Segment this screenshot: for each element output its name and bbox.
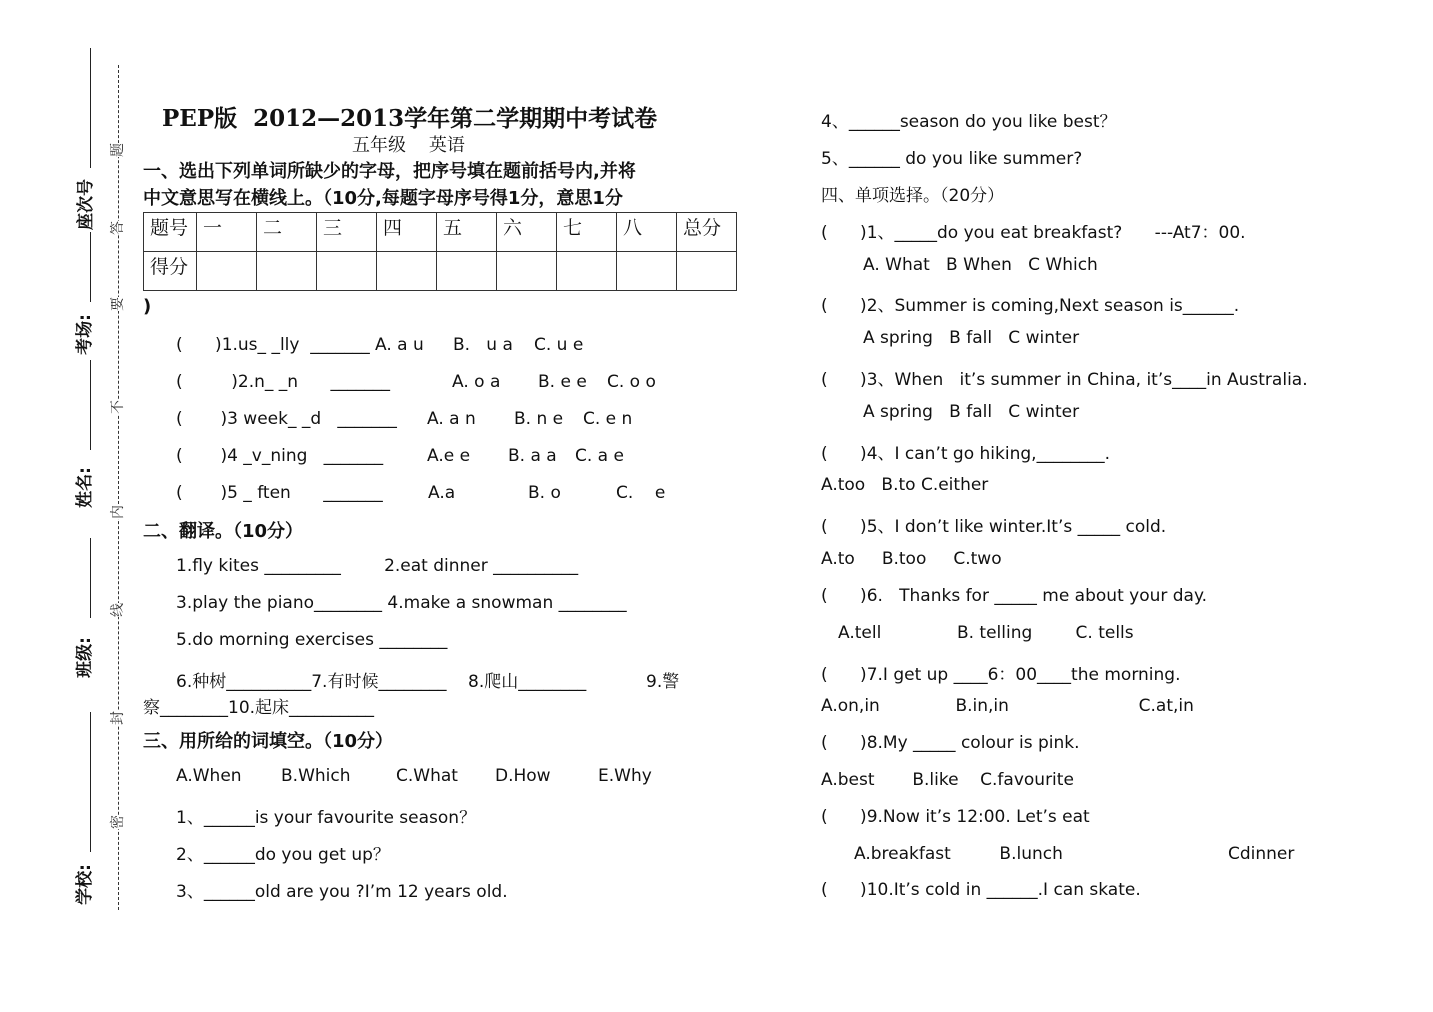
s1-question-2: ( )2.n_ _n _______	[176, 372, 390, 392]
score-input-cell[interactable]	[377, 252, 437, 291]
s2-line-5: 察________10.起床__________	[143, 698, 375, 718]
margin-solid-line	[90, 712, 91, 852]
s1-option-b: B. n e	[514, 409, 564, 429]
margin-char: 线	[105, 603, 129, 617]
score-cell: 题号	[144, 213, 197, 252]
s1-question-4: ( )4 _v_ning _______	[176, 446, 384, 466]
score-table-header-row	[144, 213, 737, 252]
score-cell: 六	[497, 213, 557, 252]
page-subtitle: 五年级 英语	[352, 135, 465, 156]
s1-option-a: A. o a	[452, 372, 501, 392]
s4-answers-7: A.on,in B.in,in C.at,in	[821, 696, 1194, 716]
s1-option-b: B. e e	[538, 372, 587, 392]
s4-question-8: ( )8.My _____ colour is pink.	[821, 733, 1080, 753]
score-row-label: 得分	[144, 252, 197, 291]
s4-question-9: ( )9.Now it’s 12:00. Let’s eat	[821, 807, 1090, 827]
s4-question-2: ( )2、Summer is coming,Next season is______.	[821, 296, 1240, 316]
margin-char: 密	[105, 815, 129, 829]
s1-option-a: A.a	[428, 483, 456, 503]
s1-option-c: C. u e	[534, 335, 584, 355]
s3-word-option: A.When	[176, 766, 242, 786]
margin-char: 要	[105, 297, 129, 311]
margin-dashed-line	[118, 65, 119, 910]
s1-question-3: ( )3 week_ _d _______	[176, 409, 397, 429]
s4-question-10: ( )10.It’s cold in ______.I can skate.	[821, 880, 1141, 900]
page-title: PEP版 2012—2013学年第二学期期中考试卷	[162, 105, 658, 132]
margin-label-class: 班级:	[74, 637, 95, 678]
score-input-cell[interactable]	[497, 252, 557, 291]
score-cell: 四	[377, 213, 437, 252]
section2-heading: 二、翻译。（10分）	[143, 521, 304, 542]
margin-label-school: 学校:	[74, 864, 95, 905]
s1-option-b: B. u a	[453, 335, 513, 355]
section3-heading: 三、用所给的词填空。（10分）	[143, 731, 394, 752]
s4-question-7: ( )7.I get up ____6：00____the morning.	[821, 665, 1181, 685]
margin-char: 内	[105, 505, 129, 519]
s2-line-3: 5.do morning exercises ________	[176, 630, 448, 650]
score-table	[143, 212, 737, 291]
s2-line-4-right: 9.警	[646, 672, 680, 692]
section4-heading: 四、单项选择。（20分）	[821, 186, 1005, 206]
s1-option-b: B. o	[528, 483, 561, 503]
s4-answers-2: A spring B fall C winter	[863, 328, 1080, 348]
s1-option-a: A. a u	[375, 335, 424, 355]
s2-line-1: 1.fly kites _________ 2.eat dinner __________	[176, 556, 579, 576]
margin-solid-line	[90, 360, 91, 450]
margin-label-seat-number: 座次号	[76, 179, 96, 230]
s1-option-c: C. e	[616, 483, 666, 503]
margin-char: 封	[105, 711, 129, 725]
margin-solid-line	[90, 48, 91, 168]
s4-answers-1: A. What B When C Which	[863, 255, 1098, 275]
s1-option-c: C. e n	[583, 409, 633, 429]
s3-word-option: B.Which	[281, 766, 351, 786]
s4-answers-9-c: Cdinner	[1228, 844, 1295, 864]
s3-word-option: E.Why	[598, 766, 652, 786]
s1-question-5: ( )5 _ ften _______	[176, 483, 383, 503]
margin-char: 不	[105, 400, 129, 414]
score-cell: 七	[557, 213, 617, 252]
s1-option-c: C. o o	[607, 372, 656, 392]
s1-option-a: A.e e	[427, 446, 471, 466]
s4-answers-8: A.best B.like C.favourite	[821, 770, 1074, 790]
score-input-cell[interactable]	[317, 252, 377, 291]
margin-label-exam-room: 考场:	[74, 314, 95, 355]
score-cell: 一	[197, 213, 257, 252]
section1-heading-close: )	[143, 296, 152, 317]
score-cell: 二	[257, 213, 317, 252]
s4-answers-4: A.too B.to C.either	[821, 475, 989, 495]
score-input-cell[interactable]	[197, 252, 257, 291]
score-cell: 总分	[677, 213, 737, 252]
margin-label-name: 姓名:	[74, 467, 95, 508]
s2-line-4: 6.种树__________7.有时候________ 8.爬山________	[176, 672, 587, 692]
s2-line-2: 3.play the piano________ 4.make a snowman ________	[176, 593, 627, 613]
score-table-score-row	[144, 252, 737, 291]
margin-solid-line	[90, 232, 91, 302]
s3-question-3: 3、______old are you ?I’m 12 years old.	[176, 882, 508, 902]
s3-question-5: 5、______ do you like summer?	[821, 149, 1083, 169]
score-cell: 五	[437, 213, 497, 252]
margin-char: 答	[105, 221, 129, 235]
section1-heading-line2: 中文意思写在横线上。（10分,每题字母序号得1分，意思1分	[143, 188, 623, 209]
s4-question-6: ( )6. Thanks for _____ me about your day.	[821, 586, 1208, 606]
s4-answers-3: A spring B fall C winter	[863, 402, 1080, 422]
s4-question-5: ( )5、I don’t like winter.It’s _____ cold.	[821, 517, 1167, 537]
s3-question-2: 2、______do you get up？	[176, 845, 390, 865]
s4-question-4: ( )4、I can’t go hiking,________.	[821, 444, 1110, 464]
section1-heading: 一、选出下列单词所缺少的字母，把序号填在题前括号内,并将	[143, 161, 636, 182]
s4-answers-6: A.tell B. telling C. tells	[838, 623, 1134, 643]
s4-answers-9: A.breakfast B.lunch	[854, 844, 1063, 864]
s4-question-1: ( )1、_____do you eat breakfast? ---At7：00.	[821, 223, 1246, 243]
score-cell: 三	[317, 213, 377, 252]
s4-answers-5: A.to B.too C.two	[821, 549, 1002, 569]
s3-question-1: 1、______is your favourite season？	[176, 808, 477, 828]
s1-question-1: ( )1.us_ _lly _______	[176, 335, 370, 355]
s3-word-option: D.How	[495, 766, 551, 786]
score-input-cell[interactable]	[617, 252, 677, 291]
margin-char: 题	[105, 143, 129, 157]
s4-question-3: ( )3、When it’s summer in China, it’s____in Australia.	[821, 370, 1308, 390]
s3-word-option: C.What	[396, 766, 458, 786]
s1-option-b: B. a a	[508, 446, 557, 466]
score-input-cell[interactable]	[677, 252, 737, 291]
s1-option-c: C. a e	[575, 446, 624, 466]
score-cell: 八	[617, 213, 677, 252]
s3-question-4: 4、______season do you like best？	[821, 112, 1117, 132]
score-input-cell[interactable]	[257, 252, 317, 291]
margin-solid-line	[90, 538, 91, 618]
s1-option-a: A. a n	[427, 409, 476, 429]
score-input-cell[interactable]	[557, 252, 617, 291]
score-input-cell[interactable]	[437, 252, 497, 291]
